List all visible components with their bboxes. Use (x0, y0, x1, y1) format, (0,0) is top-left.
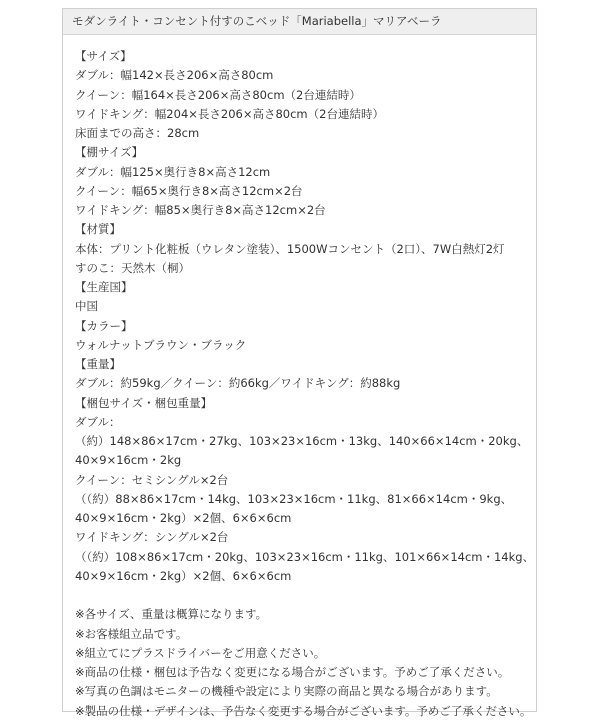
note-line: ※組立てにプラスドライバーをご用意ください。 (75, 645, 326, 660)
section-heading: 【生産国】 (75, 280, 133, 294)
spec-line: すのこ：天然木（桐） (75, 260, 190, 275)
spec-line: （（約）108×86×17cm・20kg、103×23×16cm・11kg、101×66×14cm・14kg、 (75, 549, 535, 564)
note-line: ※写真の色調はモニターの機種や設定により実際の商品と異なる場合があります。 (75, 684, 498, 699)
section-heading: 【梱包サイズ・梱包重量】 (75, 395, 213, 410)
spec-line: 中国 (75, 299, 98, 314)
section-heading: 【サイズ】 (75, 49, 132, 63)
spec-line: ワイドキング：幅85×奥行き8×高さ12cm×2台 (75, 203, 326, 217)
spec-list (75, 47, 533, 721)
spec-line: 40×9×16cm・2kg (75, 453, 182, 468)
note-line: ※お客様組立品です。 (75, 626, 188, 641)
spec-line: クイーン：セミシングル×2台 (75, 472, 229, 487)
note-line: ※各サイズ、重量は概算になります。 (75, 607, 268, 622)
spec-line: ワイドキング：シングル×2台 (75, 530, 229, 545)
spec-line: （（約）88×86×17cm・14kg、103×23×16cm・11kg、81×66×14cm・9kg、 (75, 491, 513, 506)
section-heading: 【重量】 (75, 357, 121, 371)
product-title: モダンライト・コンセント付すのこベッド「Mariabella」マリアベーラ (63, 9, 536, 35)
spacer (75, 586, 533, 605)
spec-line: 本体：プリント化粧板（ウレタン塗装）、1500Wコンセント（2口）、7W白熱灯2灯 (75, 241, 505, 256)
spec-line: ダブル：幅125×奥行き8×高さ12cm (75, 164, 271, 179)
spec-panel (62, 8, 537, 718)
note-line: ※商品の仕様・梱包は予告なく変更になる場合がございます。予めご了承ください。 (75, 665, 510, 679)
section-heading: 【棚サイズ】 (75, 145, 144, 160)
spec-line: ダブル： (75, 414, 121, 429)
note-line: ※製品の仕様・デザインは、予告なく変更する場合がございます。予めご了承ください。 (75, 703, 532, 718)
spec-line: 床面までの高さ：28cm (75, 126, 200, 140)
spec-line: ワイドキング：幅204×長さ206×高さ80cm（2台連結時） (75, 106, 384, 121)
spec-line: クイーン：幅164×長さ206×高さ80cm（2台連結時） (75, 87, 361, 102)
spec-line: 40×9×16cm・2kg）×2個、6×6×6cm (75, 568, 292, 583)
spec-line: ウォルナットブラウン・ブラック (75, 337, 247, 352)
spec-line: 40×9×16cm・2kg）×2個、6×6×6cm (75, 511, 292, 525)
spec-line: ダブル：幅142×長さ206×高さ80cm (75, 68, 274, 83)
spec-line: クイーン：幅65×奥行き8×高さ12cm×2台 (75, 183, 303, 198)
spec-line: （約）148×86×17cm・27kg、103×23×16cm・13kg、140×66×14cm・20kg、 (75, 434, 529, 448)
section-heading: 【カラー】 (75, 318, 133, 333)
spec-line: ダブル：約59kg／クイーン：約66kg／ワイドキング：約88kg (75, 376, 401, 391)
section-heading: 【材質】 (75, 222, 121, 237)
